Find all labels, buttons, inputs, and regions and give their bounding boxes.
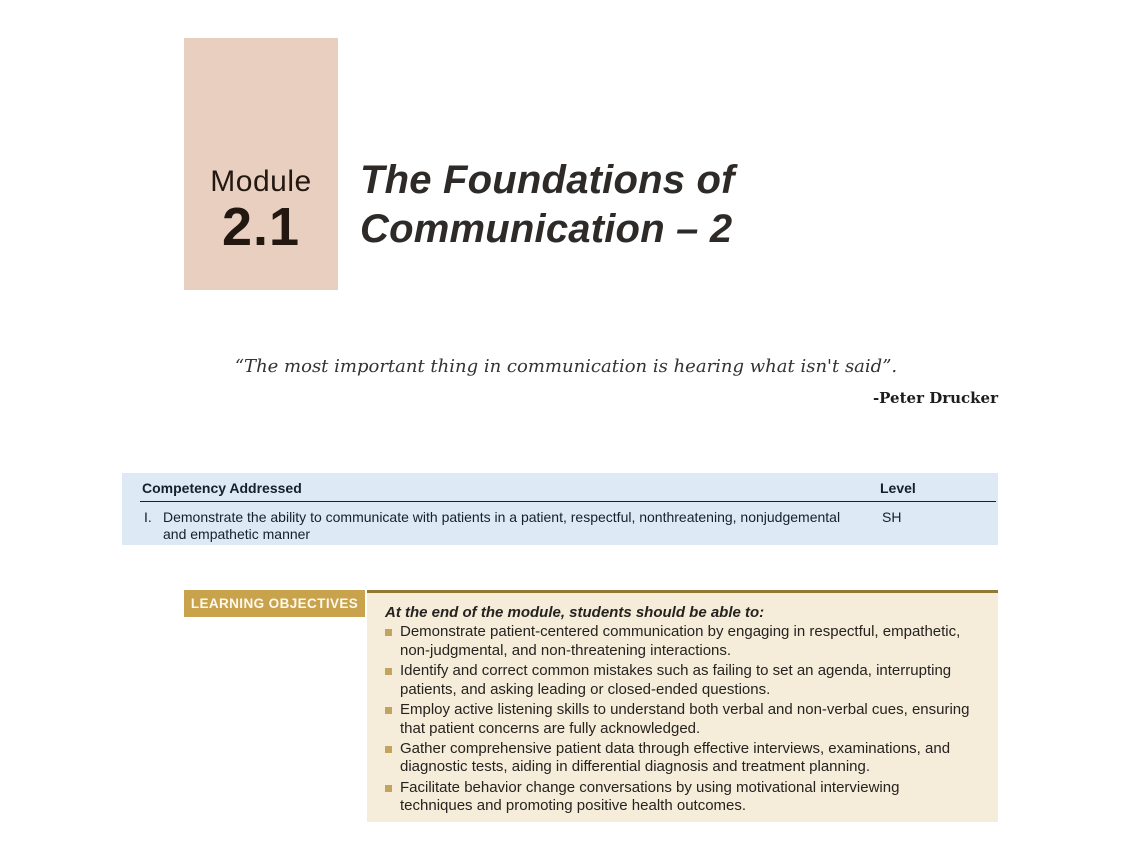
objective-text: Employ active listening skills to understand both verbal and non-verbal cues, ensuring that patient concerns are fully acknowledged. bbox=[400, 700, 970, 737]
list-item bbox=[385, 623, 976, 660]
learning-objectives-intro: At the end of the module, students should be able to: bbox=[385, 604, 765, 621]
bullet-square-icon bbox=[385, 746, 392, 753]
competency-cell: Demonstrate the ability to communicate with patients in a patient, respectful, nonthreatening, nonjudgemental and empathetic manner bbox=[163, 509, 841, 542]
module-number-box bbox=[184, 38, 338, 290]
bullet-square-icon bbox=[385, 668, 392, 675]
competency-table-header bbox=[140, 473, 996, 502]
bullet-square-icon bbox=[385, 629, 392, 636]
objective-text: Identify and correct common mistakes such as failing to set an agenda, interrupting patients, and asking leading or closed-ended questions. bbox=[400, 661, 952, 698]
level-cell: SH bbox=[882, 509, 902, 525]
list-item bbox=[385, 662, 976, 699]
quote-text: “The most important thing in communication is hearing what isn't said”. bbox=[234, 356, 898, 377]
bullet-square-icon bbox=[385, 785, 392, 792]
module-number: 2.1 bbox=[221, 197, 301, 258]
learning-objectives-heading: LEARNING OBJECTIVES bbox=[184, 590, 365, 617]
table-row bbox=[122, 502, 998, 542]
competency-header-cell: Competency Addressed bbox=[142, 480, 302, 496]
bullet-square-icon bbox=[385, 707, 392, 714]
quote-attribution: -Peter Drucker bbox=[872, 389, 998, 407]
objective-text: Facilitate behavior change conversations by using motivational interviewing techniques and promoting positive health outcomes. bbox=[400, 778, 900, 815]
list-item bbox=[385, 779, 976, 816]
level-header-cell: Level bbox=[880, 480, 916, 496]
page-title-line2: Communication – 2 bbox=[360, 207, 733, 251]
learning-objectives-list bbox=[385, 623, 976, 816]
objective-text: Gather comprehensive patient data through effective interviews, examinations, and diagnostic tests, aiding in differential diagnosis and treatment planning. bbox=[400, 739, 951, 776]
page-title bbox=[360, 156, 735, 254]
module-label: Module bbox=[210, 165, 312, 199]
list-item bbox=[385, 701, 976, 738]
learning-objectives-panel bbox=[367, 590, 998, 822]
competency-table bbox=[122, 473, 998, 545]
page-title-line1: The Foundations of bbox=[360, 158, 735, 202]
list-item bbox=[385, 740, 976, 777]
objective-text: Demonstrate patient-centered communication by engaging in respectful, empathetic, non-judgmental, and non-threatening interactions. bbox=[400, 623, 961, 659]
row-index-cell: I. bbox=[144, 509, 152, 525]
